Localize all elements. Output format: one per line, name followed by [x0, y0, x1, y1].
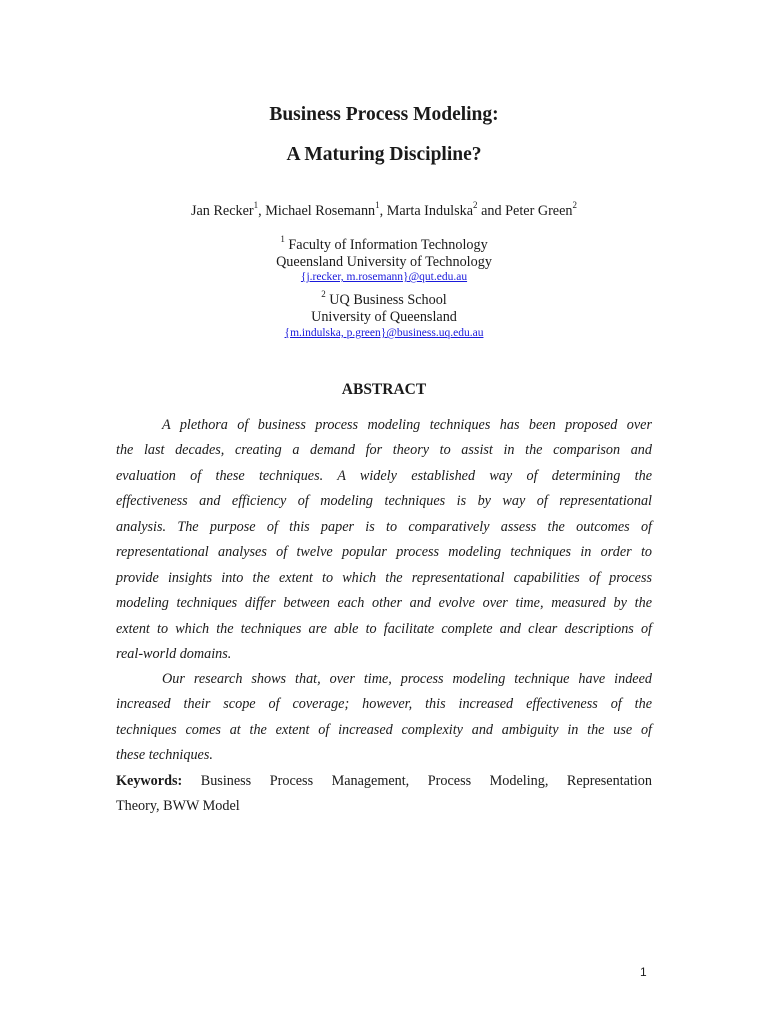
- abstract-line: Our research shows that, over time, process modeling technique have indeed: [162, 671, 652, 687]
- keywords-line-1: [116, 772, 652, 790]
- abstract-line: techniques comes at the extent of increased complexity and ambiguity in the use of: [116, 722, 652, 738]
- abstract-line: real-world domains.: [116, 646, 232, 662]
- affiliation-name: UQ Business School: [329, 292, 447, 308]
- keywords-line-2: Theory, BWW Model: [116, 798, 240, 814]
- abstract-line: these techniques.: [116, 747, 213, 763]
- abstract-line: representational analyses of twelve popular process modeling techniques in order to: [116, 544, 652, 560]
- abstract-heading: ABSTRACT: [341, 381, 427, 398]
- keywords-text: Business Process Management, Process Modeling, Representation: [200, 773, 652, 789]
- affiliation-name: Faculty of Information Technology: [288, 237, 488, 253]
- affiliation-1-email-link[interactable]: [0, 270, 768, 284]
- author-affiliation-mark: 1: [253, 200, 259, 211]
- email-text[interactable]: {m.indulska, p.green}@business.uq.edu.au: [284, 327, 484, 339]
- author-name: Jan Recker: [190, 203, 254, 219]
- author-affiliation-mark: 2: [572, 200, 577, 211]
- affiliation-2-line-1: [0, 291, 768, 309]
- abstract-line: A plethora of business process modeling techniques has been proposed over: [162, 417, 652, 433]
- author-affiliation-mark: 2: [473, 200, 478, 211]
- affiliation-number: 1: [280, 234, 285, 245]
- affiliation-1-line-1: [0, 236, 768, 254]
- abstract-line: the last decades, creating a demand for theory to assist in the comparison and: [116, 442, 652, 458]
- abstract-line: increased their scope of coverage; however, this increased effectiveness of the: [116, 696, 652, 712]
- affiliation-2-line-2: University of Queensland: [311, 309, 457, 325]
- author-list: [0, 202, 768, 220]
- keywords-label: Keywords:: [116, 773, 183, 789]
- author-separator: ,: [379, 203, 387, 219]
- author-name: Michael Rosemann: [265, 203, 376, 219]
- abstract-line: extent to which the techniques are able to facilitate complete and clear descriptions of: [116, 621, 652, 637]
- author-name: Peter Green: [505, 203, 573, 219]
- abstract-line: evaluation of these techniques. A widely established way of determining the: [116, 468, 652, 484]
- author-name: Marta Indulska: [386, 203, 474, 219]
- author-separator: ,: [258, 203, 266, 219]
- paper-title-line-1: Business Process Modeling:: [269, 104, 499, 125]
- paper-title-line-2: A Maturing Discipline?: [286, 144, 482, 165]
- author-affiliation-mark: 1: [375, 200, 380, 211]
- affiliation-number: 2: [321, 289, 326, 300]
- page-number: 1: [640, 965, 647, 979]
- email-text[interactable]: {j.recker, m.rosemann}@qut.edu.au: [300, 271, 468, 283]
- affiliation-1-line-2: Queensland University of Technology: [276, 254, 492, 270]
- abstract-line: analysis. The purpose of this paper is to comparatively assess the outcomes of: [116, 519, 652, 535]
- abstract-line: provide insights into the extent to which the representational capabilities of process: [116, 570, 652, 586]
- affiliation-2-email-link[interactable]: [0, 326, 768, 340]
- abstract-line: modeling techniques differ between each other and evolve over time, measured by the: [116, 595, 652, 611]
- author-separator: and: [477, 203, 506, 219]
- abstract-line: effectiveness and efficiency of modeling techniques is by way of representational: [116, 493, 652, 509]
